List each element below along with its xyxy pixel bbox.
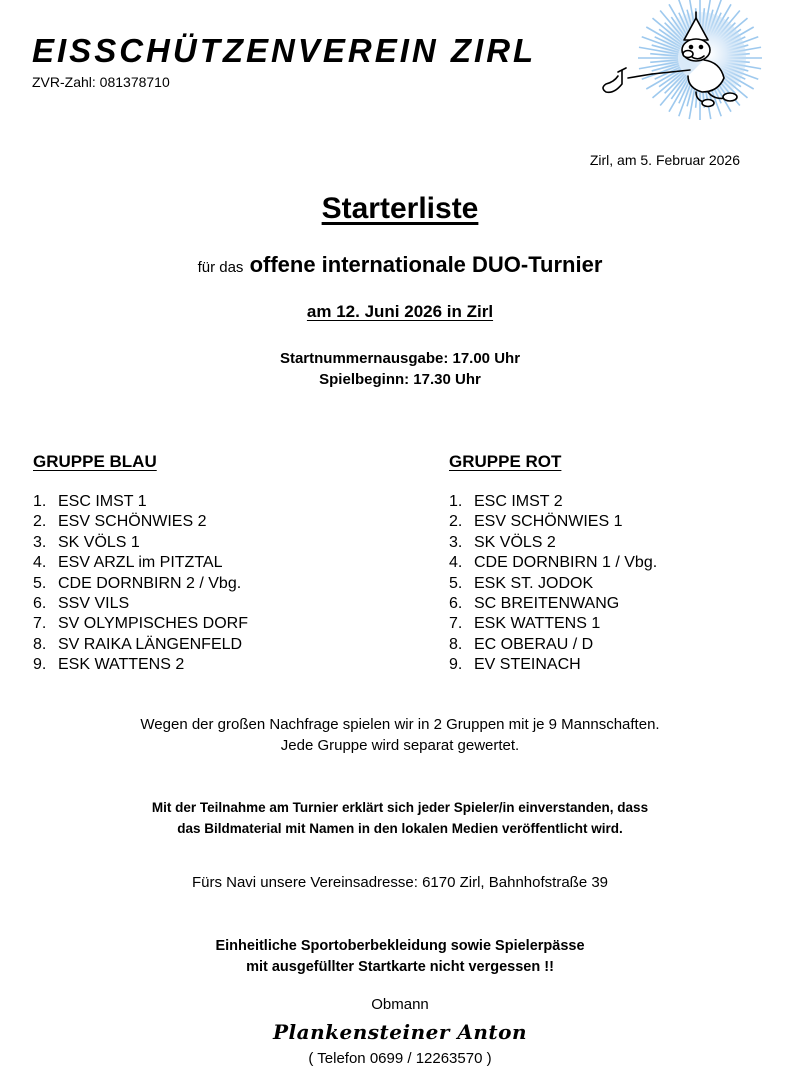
list-item: 5. CDE DORNBIRN 2 / Vbg. (33, 574, 242, 592)
curling-player-logo-icon (592, 0, 772, 128)
media-note-line: Mit der Teilnahme am Turnier erklärt sich jeder Spieler/in einverstanden, dass (151, 800, 649, 815)
group-blau-title: GRUPPE BLAU (33, 452, 157, 471)
list-item: 2. ESV SCHÖNWIES 2 (33, 513, 207, 531)
groups-note-line: Wegen der großen Nachfrage spielen wir in 2 Gruppen mit je 9 Mannschaften. (140, 716, 660, 733)
list-item: 9. EV STEINACH (449, 656, 581, 674)
event-date: am 12. Juni 2026 in Zirl (306, 302, 494, 321)
list-item: 1. ESC IMST 2 (449, 493, 563, 510)
phone-number: ( Telefon 0699 / 12263570 ) (308, 1050, 492, 1067)
tournament-name: offene internationale DUO-Turnier (249, 252, 603, 277)
subtitle-lead: für das (197, 259, 244, 276)
list-item: 5. ESK ST. JODOK (449, 574, 594, 592)
page-title: Starterliste (321, 192, 479, 225)
list-item: 6. SSV VILS (33, 595, 130, 613)
startnumber-time: Startnummernausgabe: 17.00 Uhr (279, 350, 521, 367)
list-item: 4. CDE DORNBIRN 1 / Vbg. (449, 554, 658, 572)
event-times (0, 348, 800, 390)
list-item: 4. ESV ARZL im PITZTAL (33, 554, 223, 572)
list-item: 8. SV RAIKA LÄNGENFELD (33, 635, 243, 653)
list-item: 3. SK VÖLS 2 (449, 533, 556, 551)
club-name: EISSCHÜTZENVEREIN ZIRL (32, 32, 537, 69)
media-consent-note (0, 797, 800, 839)
group-blau-list (33, 492, 248, 676)
list-item: 7. ESK WATTENS 1 (449, 615, 601, 633)
document-date: Zirl, am 5. Februar 2026 (589, 152, 740, 168)
clothing-note-line: Einheitliche Sportoberbekleidung sowie Spielerpässe (215, 938, 585, 954)
list-item: 7. SV OLYMPISCHES DORF (33, 615, 248, 633)
game-start-time: Spielbeginn: 17.30 Uhr (319, 371, 481, 388)
groups-note-line: Jede Gruppe wird separat gewertet. (280, 737, 520, 754)
signature: Plankensteiner Anton (272, 1020, 528, 1044)
media-note-line: das Bildmaterial mit Namen in den lokalen Medien veröffentlicht wird. (177, 821, 623, 836)
groups-note (0, 714, 800, 756)
list-item: 9. ESK WATTENS 2 (33, 656, 185, 674)
list-item: 3. SK VÖLS 1 (33, 533, 140, 551)
tournament-subtitle (0, 252, 800, 278)
zvr-number: ZVR-Zahl: 081378710 (32, 74, 170, 90)
list-item: 1. ESC IMST 1 (33, 493, 147, 510)
list-item: 2. ESV SCHÖNWIES 1 (449, 513, 623, 531)
clothing-note-line: mit ausgefüllter Startkarte nicht vergessen !! (246, 959, 554, 975)
club-address: Fürs Navi unsere Vereinsadresse: 6170 Zirl, Bahnhofstraße 39 (191, 874, 609, 891)
list-item: 8. EC OBERAU / D (449, 635, 594, 653)
group-rot-list (449, 492, 657, 676)
group-rot-title: GRUPPE ROT (449, 452, 562, 471)
clothing-note (0, 936, 800, 978)
signatory-role: Obmann (371, 996, 429, 1013)
list-item: 6. SC BREITENWANG (449, 595, 620, 613)
